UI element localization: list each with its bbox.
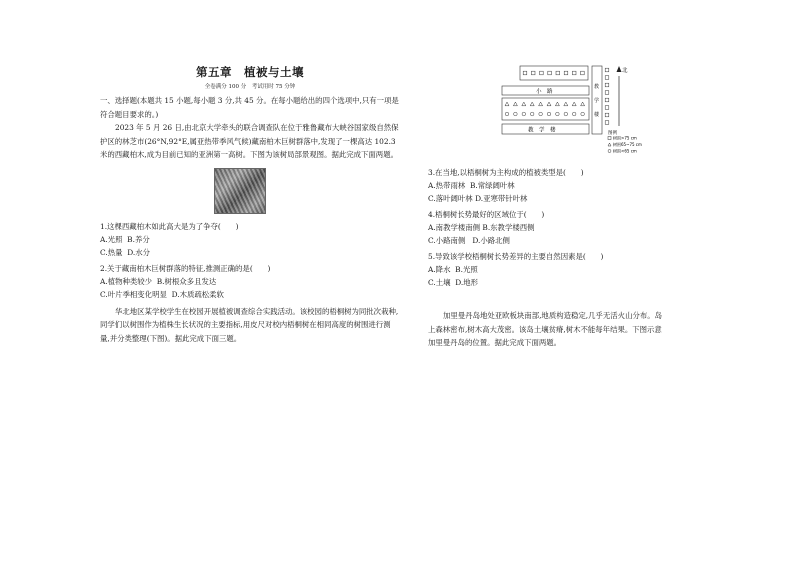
- tree-marker-large: [605, 76, 609, 80]
- question-3-options-row2: [428, 192, 668, 205]
- question-4-options-row1: [428, 221, 668, 234]
- q2-option-a: A.植物种类较少: [100, 276, 153, 286]
- section-heading: 一、选择题(本题共 15 小题,每小题 3 分,共 45 分。在每小题给出的四个选项中,只有一项是符合题目要求的。): [100, 96, 399, 119]
- question-4-options-row2: [428, 234, 668, 247]
- tree-marker-large: [605, 121, 609, 125]
- tree-marker-large: [605, 106, 609, 110]
- tree-marker-small: [539, 112, 543, 116]
- south-building-label: 教 学 楼: [528, 127, 556, 134]
- tree-marker-medium: [555, 102, 559, 106]
- question-2-options-row1: [100, 275, 400, 288]
- q5-option-c: C.土壤: [428, 278, 451, 287]
- question-5-options-row2: [428, 276, 668, 289]
- tree-marker-large: [564, 71, 568, 75]
- q1-option-c: C.热量: [100, 247, 123, 257]
- tree-marker-large: [605, 83, 609, 87]
- q5-option-a: A.降水: [428, 265, 451, 274]
- tree-marker-small: [514, 112, 518, 116]
- tree-marker-medium: [513, 102, 517, 106]
- cypress-tree-photo: [214, 168, 266, 214]
- tree-marker-medium: [530, 102, 534, 106]
- passage-3: 加里曼丹岛地处亚欧板块南部,地质构造稳定,几乎无活火山分布。岛上森林密布,树木高大茂密。该岛土壤贫瘠,树木不能每年结果。下图示意加里曼丹岛的位置。据此完成下面两题。: [428, 311, 663, 347]
- q2-option-c: C.叶片季相变化明显: [100, 289, 167, 299]
- tree-marker-medium: [581, 102, 585, 106]
- legend-item-2: 树围65~75 cm: [613, 142, 642, 147]
- east-building-label-3: 楼: [594, 112, 600, 118]
- q3-option-d: D.亚寒带针叶林: [475, 194, 528, 203]
- q1-option-d: D.水分: [127, 247, 151, 257]
- question-2: 2.关于藏南柏木巨树群落的特征,推测正确的是( ): [100, 263, 271, 273]
- q1-option-a: A.光照: [100, 234, 123, 244]
- question-5-options-row1: [428, 263, 668, 276]
- passage-2: 华北地区某学校学生在校园开展植被调查综合实践活动。该校园的梧桐树为同批次栽种,同学们以树围作为植株生长状况的主要指标,用皮尺对校内梧桐树在相同高度的树围进行测量,并分类整理(下图)。据此完成下面三题。: [100, 306, 399, 343]
- question-1-options-row2: [100, 246, 400, 259]
- passage-1: 2023 年 5 月 26 日,由北京大学牵头的联合调查队在位于雅鲁藏布大峡谷国家级自然保护区的林芝市(26°N,92°E,属亚热带季风气候)藏南柏木巨树群落中,发现了一棵高达 102.3 米的西藏柏木,成为目前已知的亚洲第一高树。下图为该树局部景观图。据此完成下面两题。: [100, 123, 399, 159]
- tree-marker-large: [605, 113, 609, 117]
- campus-tree-map: [428, 62, 668, 162]
- q4-option-b: B.东教学楼西侧: [482, 223, 535, 232]
- tree-marker-small: [530, 112, 534, 116]
- q5-option-d: D.地形: [455, 278, 479, 287]
- north-label: 北: [622, 68, 628, 74]
- question-1-options-row1: [100, 233, 400, 246]
- tree-marker-small: [522, 112, 526, 116]
- campus-map-svg: [428, 62, 668, 162]
- right-column: [428, 62, 668, 350]
- q3-option-c: C.落叶阔叶林: [428, 194, 473, 203]
- tree-marker-medium: [572, 102, 576, 106]
- q4-option-c: C.小路南侧: [428, 236, 466, 245]
- tree-marker-large: [523, 71, 527, 75]
- question-1: 1.这棵西藏柏木如此高大是为了争夺( ): [100, 221, 239, 231]
- tree-marker-large: [581, 71, 585, 75]
- left-column: [100, 62, 400, 345]
- q1-option-b: B.养分: [127, 234, 150, 244]
- tree-marker-large: [548, 71, 552, 75]
- tree-marker-small: [505, 112, 509, 116]
- tree-marker-large: [540, 71, 544, 75]
- question-2-options-row2: [100, 288, 400, 301]
- legend-item-1: 树围>75 cm: [613, 135, 637, 141]
- tree-marker-small: [581, 112, 585, 116]
- tree-marker-large: [531, 71, 535, 75]
- question-5: 5.导致该学校梧桐树长势差异的主要自然因素是( ): [428, 252, 604, 261]
- q3-option-a: A.热带雨林: [428, 181, 466, 190]
- q2-option-b: B.树根众多且发达: [156, 276, 217, 286]
- tree-marker-medium: [539, 102, 543, 106]
- tree-marker-small: [556, 112, 560, 116]
- tree-marker-large: [605, 91, 609, 95]
- east-building-label-1: 教: [594, 84, 600, 90]
- tree-marker-medium: [505, 102, 509, 106]
- tree-marker-small: [564, 112, 568, 116]
- q5-option-b: B.光照: [455, 265, 478, 274]
- question-3: 3.在当地,以梧桐树为主构成的植被类型是( ): [428, 168, 584, 177]
- legend-title: 图例: [608, 131, 617, 136]
- legend-item-3: 树围<65 cm: [613, 148, 637, 154]
- chapter-title: 第五章 植被与土壤: [196, 65, 304, 79]
- tree-marker-large: [572, 71, 576, 75]
- tree-marker-large: [605, 98, 609, 102]
- tree-marker-medium: [547, 102, 551, 106]
- tree-marker-small: [547, 112, 551, 116]
- tree-marker-medium: [522, 102, 526, 106]
- tree-marker-small: [572, 112, 576, 116]
- q2-option-d: D.木质疏松柔软: [171, 289, 224, 299]
- path-label: 小 路: [536, 89, 553, 95]
- q4-option-a: A.南教学楼南侧: [428, 223, 481, 232]
- tree-marker-large: [605, 68, 609, 72]
- east-building-label-2: 学: [594, 98, 600, 104]
- tree-marker-medium: [564, 102, 568, 106]
- q4-option-d: D.小路北侧: [472, 236, 510, 245]
- exam-meta: 全卷满分 100 分 考试用时 75 分钟: [204, 84, 296, 90]
- question-4: 4.梧桐树长势最好的区域位于( ): [428, 210, 545, 219]
- tree-marker-large: [556, 71, 560, 75]
- question-3-options-row1: [428, 179, 668, 192]
- q3-option-b: B.常绿阔叶林: [469, 181, 515, 190]
